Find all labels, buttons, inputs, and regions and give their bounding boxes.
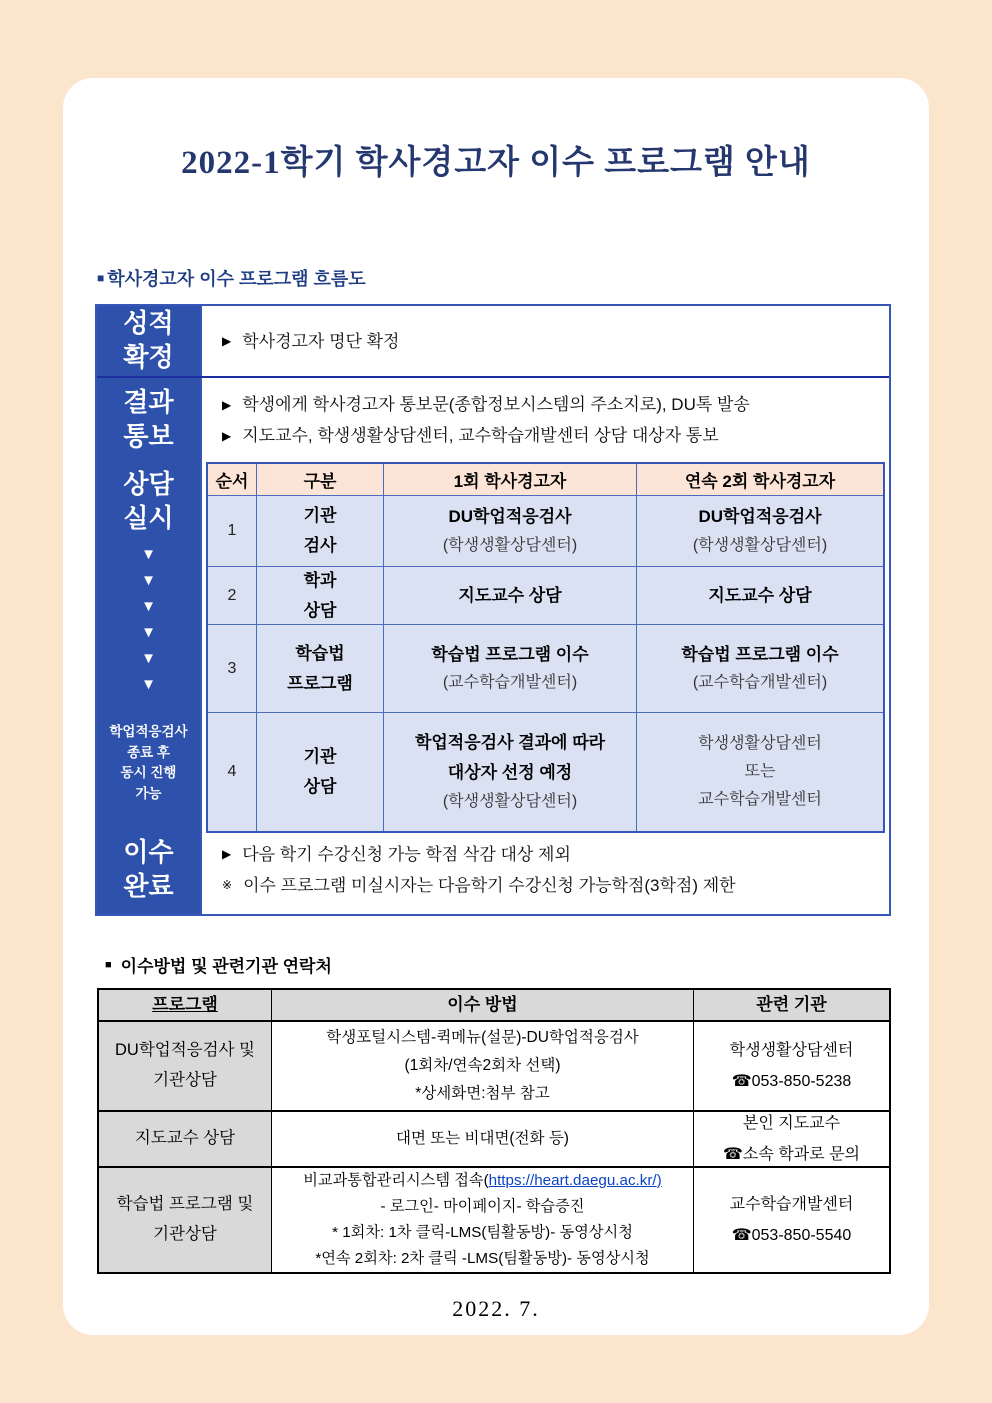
- schedule-cell-first: 지도교수 상담: [384, 567, 636, 624]
- schedule-cell-no: 2: [208, 567, 256, 624]
- schedule-cell-category: 기관 상담: [257, 713, 383, 831]
- schedule-header-second-warning: 연속 2회 학사경고자: [637, 464, 883, 495]
- program-cell: DU학업적응검사 및 기관상담: [99, 1022, 272, 1112]
- contact-table: [97, 988, 891, 1274]
- flow-section-heading: [97, 265, 929, 291]
- schedule-cell-first: 학업적응검사 결과에 따라 대상자 선정 예정 (학생생활상담센터): [384, 713, 636, 831]
- schedule-cell-no: 3: [208, 625, 256, 712]
- program-cell: 학습법 프로그램 및 기관상담: [99, 1168, 272, 1272]
- org-cell: 학생생활상담센터 ☎053-850-5238: [694, 1022, 889, 1112]
- schedule-cell-second: 학생생활상담센터 또는 교수학습개발센터: [637, 713, 883, 831]
- flow-item: ▶ 지도교수, 학생생활상담센터, 교수학습개발센터 상담 대상자 통보: [222, 426, 719, 445]
- stage-row-result-notice: [97, 378, 889, 462]
- down-arrow-icon: ▼: [141, 597, 156, 615]
- down-arrow-icon: ▼: [141, 675, 156, 693]
- flow-item: ▶ 다음 학기 수강신청 가능 학점 삭감 대상 제외: [222, 844, 571, 864]
- stage-content-counseling: [202, 462, 889, 825]
- stage-label-counseling: 상담 실시 ▼ ▼ ▼ ▼ ▼ ▼ 학업적응검사 종료 후 동시 진행 가능: [97, 462, 202, 825]
- method-cell: 학생포털시스템-퀵메뉴(설문)-DU학업적응검사 (1회차/연속2회차 선택) *상세화면:첨부 참고: [272, 1022, 694, 1112]
- contact-header-org: 관련 기관: [694, 990, 889, 1022]
- flow-item: ▶ 학생에게 학사경고자 통보문(종합정보시스템의 주소지로), DU톡 발송: [222, 395, 750, 414]
- stage-row-completion: [97, 825, 889, 914]
- schedule-cell-category: 기관 검사: [257, 496, 383, 566]
- stage-label-completion: 이수 완료: [97, 825, 202, 914]
- stage-row-counseling: [97, 462, 889, 825]
- stage-content-result-notice: [202, 378, 889, 462]
- schedule-header-order: 순서: [208, 464, 256, 495]
- schedule-cell-second: 지도교수 상담: [637, 567, 883, 624]
- flow-item: ※ 이수 프로그램 미실시자는 다음학기 수강신청 가능학점(3학점) 제한: [222, 875, 736, 895]
- flow-table: [95, 304, 891, 916]
- schedule-cell-category: 학습법 프로그램: [257, 625, 383, 712]
- page-title: 2022-1학기 학사경고자 이수 프로그램 안내: [181, 145, 811, 181]
- schedule-cell-second: 학습법 프로그램 이수 (교수학습개발센터): [637, 625, 883, 712]
- schedule-cell-category: 학과 상담: [257, 567, 383, 624]
- bullet-arrow-icon: ▶: [222, 334, 232, 348]
- footer-date: 2022. 7.: [452, 1296, 540, 1321]
- down-arrow-icon: ▼: [141, 649, 156, 667]
- flow-item: ▶ 학사경고자 명단 확정: [222, 331, 400, 351]
- flow-section-heading-label: 학사경고자 이수 프로그램 흐름도: [107, 269, 366, 289]
- org-cell: 본인 지도교수 ☎소속 학과로 문의: [694, 1112, 889, 1168]
- heart-system-link[interactable]: https://heart.daegu.ac.kr/): [488, 1171, 662, 1189]
- schedule-header-first-warning: 1회 학사경고자: [384, 464, 636, 495]
- contact-section-heading-label: 이수방법 및 관련기관 연락처: [120, 957, 332, 976]
- down-arrow-icon: ▼: [141, 571, 156, 589]
- bullet-arrow-icon: ▶: [222, 397, 232, 412]
- org-cell: 교수학습개발센터 ☎053-850-5540: [694, 1168, 889, 1272]
- contact-header-program: 프로그램: [99, 990, 272, 1022]
- down-arrow-icon: ▼: [141, 623, 156, 641]
- stage-label-result-notice: 결과 통보: [97, 378, 202, 462]
- stage-content-grade-fix: [202, 306, 889, 376]
- phone-number: ☎소속 학과로 문의: [722, 1146, 860, 1163]
- method-cell: 비교과통합관리시스템 접속(https://heart.daegu.ac.kr/) - 로그인- 마이페이지- 학습증진 * 1회차: 1차 클릭-LMS(팀활동방)- 동영상시청 *연속 2회차: 2차 클릭 -LMS(팀활동방)- 동영상시청: [272, 1168, 694, 1272]
- schedule-header-category: 구분: [257, 464, 383, 495]
- phone-number: ☎053-850-5540: [731, 1227, 852, 1244]
- stage-row-grade-fix: [97, 306, 889, 376]
- schedule-cell-first: 학습법 프로그램 이수 (교수학습개발센터): [384, 625, 636, 712]
- schedule-table: [206, 462, 885, 833]
- section-bullet-icon: ■: [97, 271, 105, 285]
- method-cell: 대면 또는 비대면(전화 등): [272, 1112, 694, 1168]
- stage-side-note: 학업적응검사 종료 후 동시 진행 가능: [109, 723, 188, 802]
- stage-label-grade-fix: 성적 확정: [97, 306, 202, 376]
- section-bullet-icon: ■: [105, 958, 112, 971]
- schedule-cell-no: 4: [208, 713, 256, 831]
- down-arrow-icon: ▼: [141, 545, 156, 563]
- program-cell: 지도교수 상담: [99, 1112, 272, 1168]
- contact-header-method: 이수 방법: [272, 990, 694, 1022]
- contact-section-heading: [105, 952, 929, 977]
- schedule-cell-no: 1: [208, 496, 256, 566]
- stage-content-completion: [202, 825, 889, 914]
- phone-number: ☎053-850-5238: [731, 1073, 852, 1090]
- reference-mark-icon: ※: [222, 878, 233, 892]
- schedule-cell-first: DU학업적응검사 (학생생활상담센터): [384, 496, 636, 566]
- bullet-arrow-icon: ▶: [222, 428, 232, 443]
- page-card: [63, 78, 929, 1335]
- schedule-cell-second: DU학업적응검사 (학생생활상담센터): [637, 496, 883, 566]
- bullet-arrow-icon: ▶: [222, 847, 232, 861]
